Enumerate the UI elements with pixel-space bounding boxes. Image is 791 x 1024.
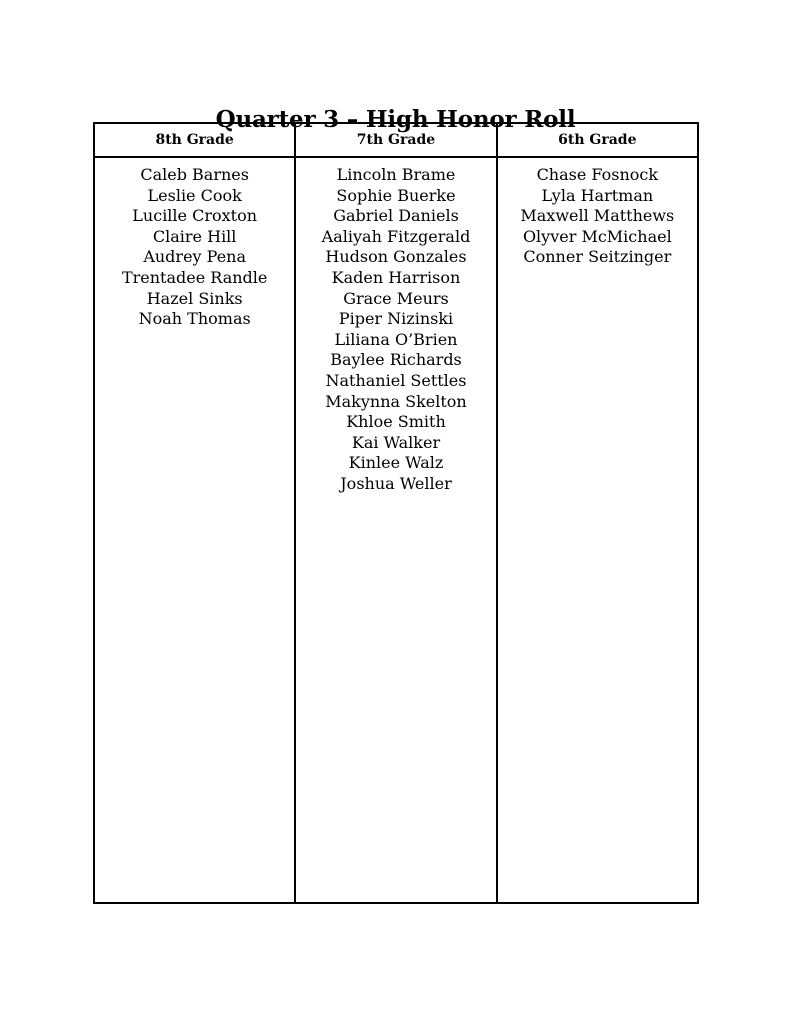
student-name: Hazel Sinks [146, 288, 243, 308]
student-name: Gabriel Daniels [333, 206, 459, 226]
student-name: Kai Walker [351, 432, 441, 452]
grade-column-7th [294, 124, 495, 902]
student-name: Chase Fosnock [536, 165, 659, 184]
student-name: Joshua Weller [340, 473, 452, 493]
student-name: Sophie Buerke [336, 185, 456, 205]
student-list-6th-grade [498, 158, 697, 268]
column-header-7th-grade: 7th Grade [296, 124, 495, 158]
student-name: Maxwell Matthews [520, 206, 675, 226]
student-name: Claire Hill [152, 226, 237, 246]
honor-roll-table [93, 122, 699, 904]
student-name: Leslie Cook [147, 185, 242, 205]
student-name: Baylee Richards [330, 350, 462, 370]
student-name: Piper Nizinski [338, 309, 454, 329]
student-name: Caleb Barnes [140, 165, 249, 184]
student-name: Kinlee Walz [348, 453, 444, 473]
student-name: Lincoln Brame [336, 165, 456, 184]
student-name: Nathaniel Settles [325, 370, 467, 390]
student-name: Hudson Gonzales [325, 247, 467, 267]
student-list-8th-grade [95, 158, 294, 330]
grade-column-8th [95, 124, 294, 902]
grade-column-6th [496, 124, 697, 902]
column-header-8th-grade: 8th Grade [95, 124, 294, 158]
student-name: Khloe Smith [346, 412, 446, 432]
student-name: Lyla Hartman [541, 185, 654, 205]
student-name: Conner Seitzinger [523, 247, 672, 267]
student-name: Audrey Pena [143, 247, 247, 267]
student-name: Lucille Croxton [132, 206, 258, 226]
student-name: Aaliyah Fitzgerald [321, 226, 471, 246]
page-title: Quarter 3 – High Honor Roll [215, 106, 576, 134]
column-header-6th-grade: 6th Grade [498, 124, 697, 158]
student-list-7th-grade [296, 158, 495, 495]
student-name: Liliana O’Brien [334, 329, 458, 349]
student-name: Olyver McMichael [522, 226, 672, 246]
student-name: Kaden Harrison [331, 267, 461, 287]
student-name: Grace Meurs [343, 288, 449, 308]
student-name: Trentadee Randle [121, 267, 268, 287]
student-name: Noah Thomas [138, 309, 251, 329]
student-name: Makynna Skelton [325, 391, 467, 411]
